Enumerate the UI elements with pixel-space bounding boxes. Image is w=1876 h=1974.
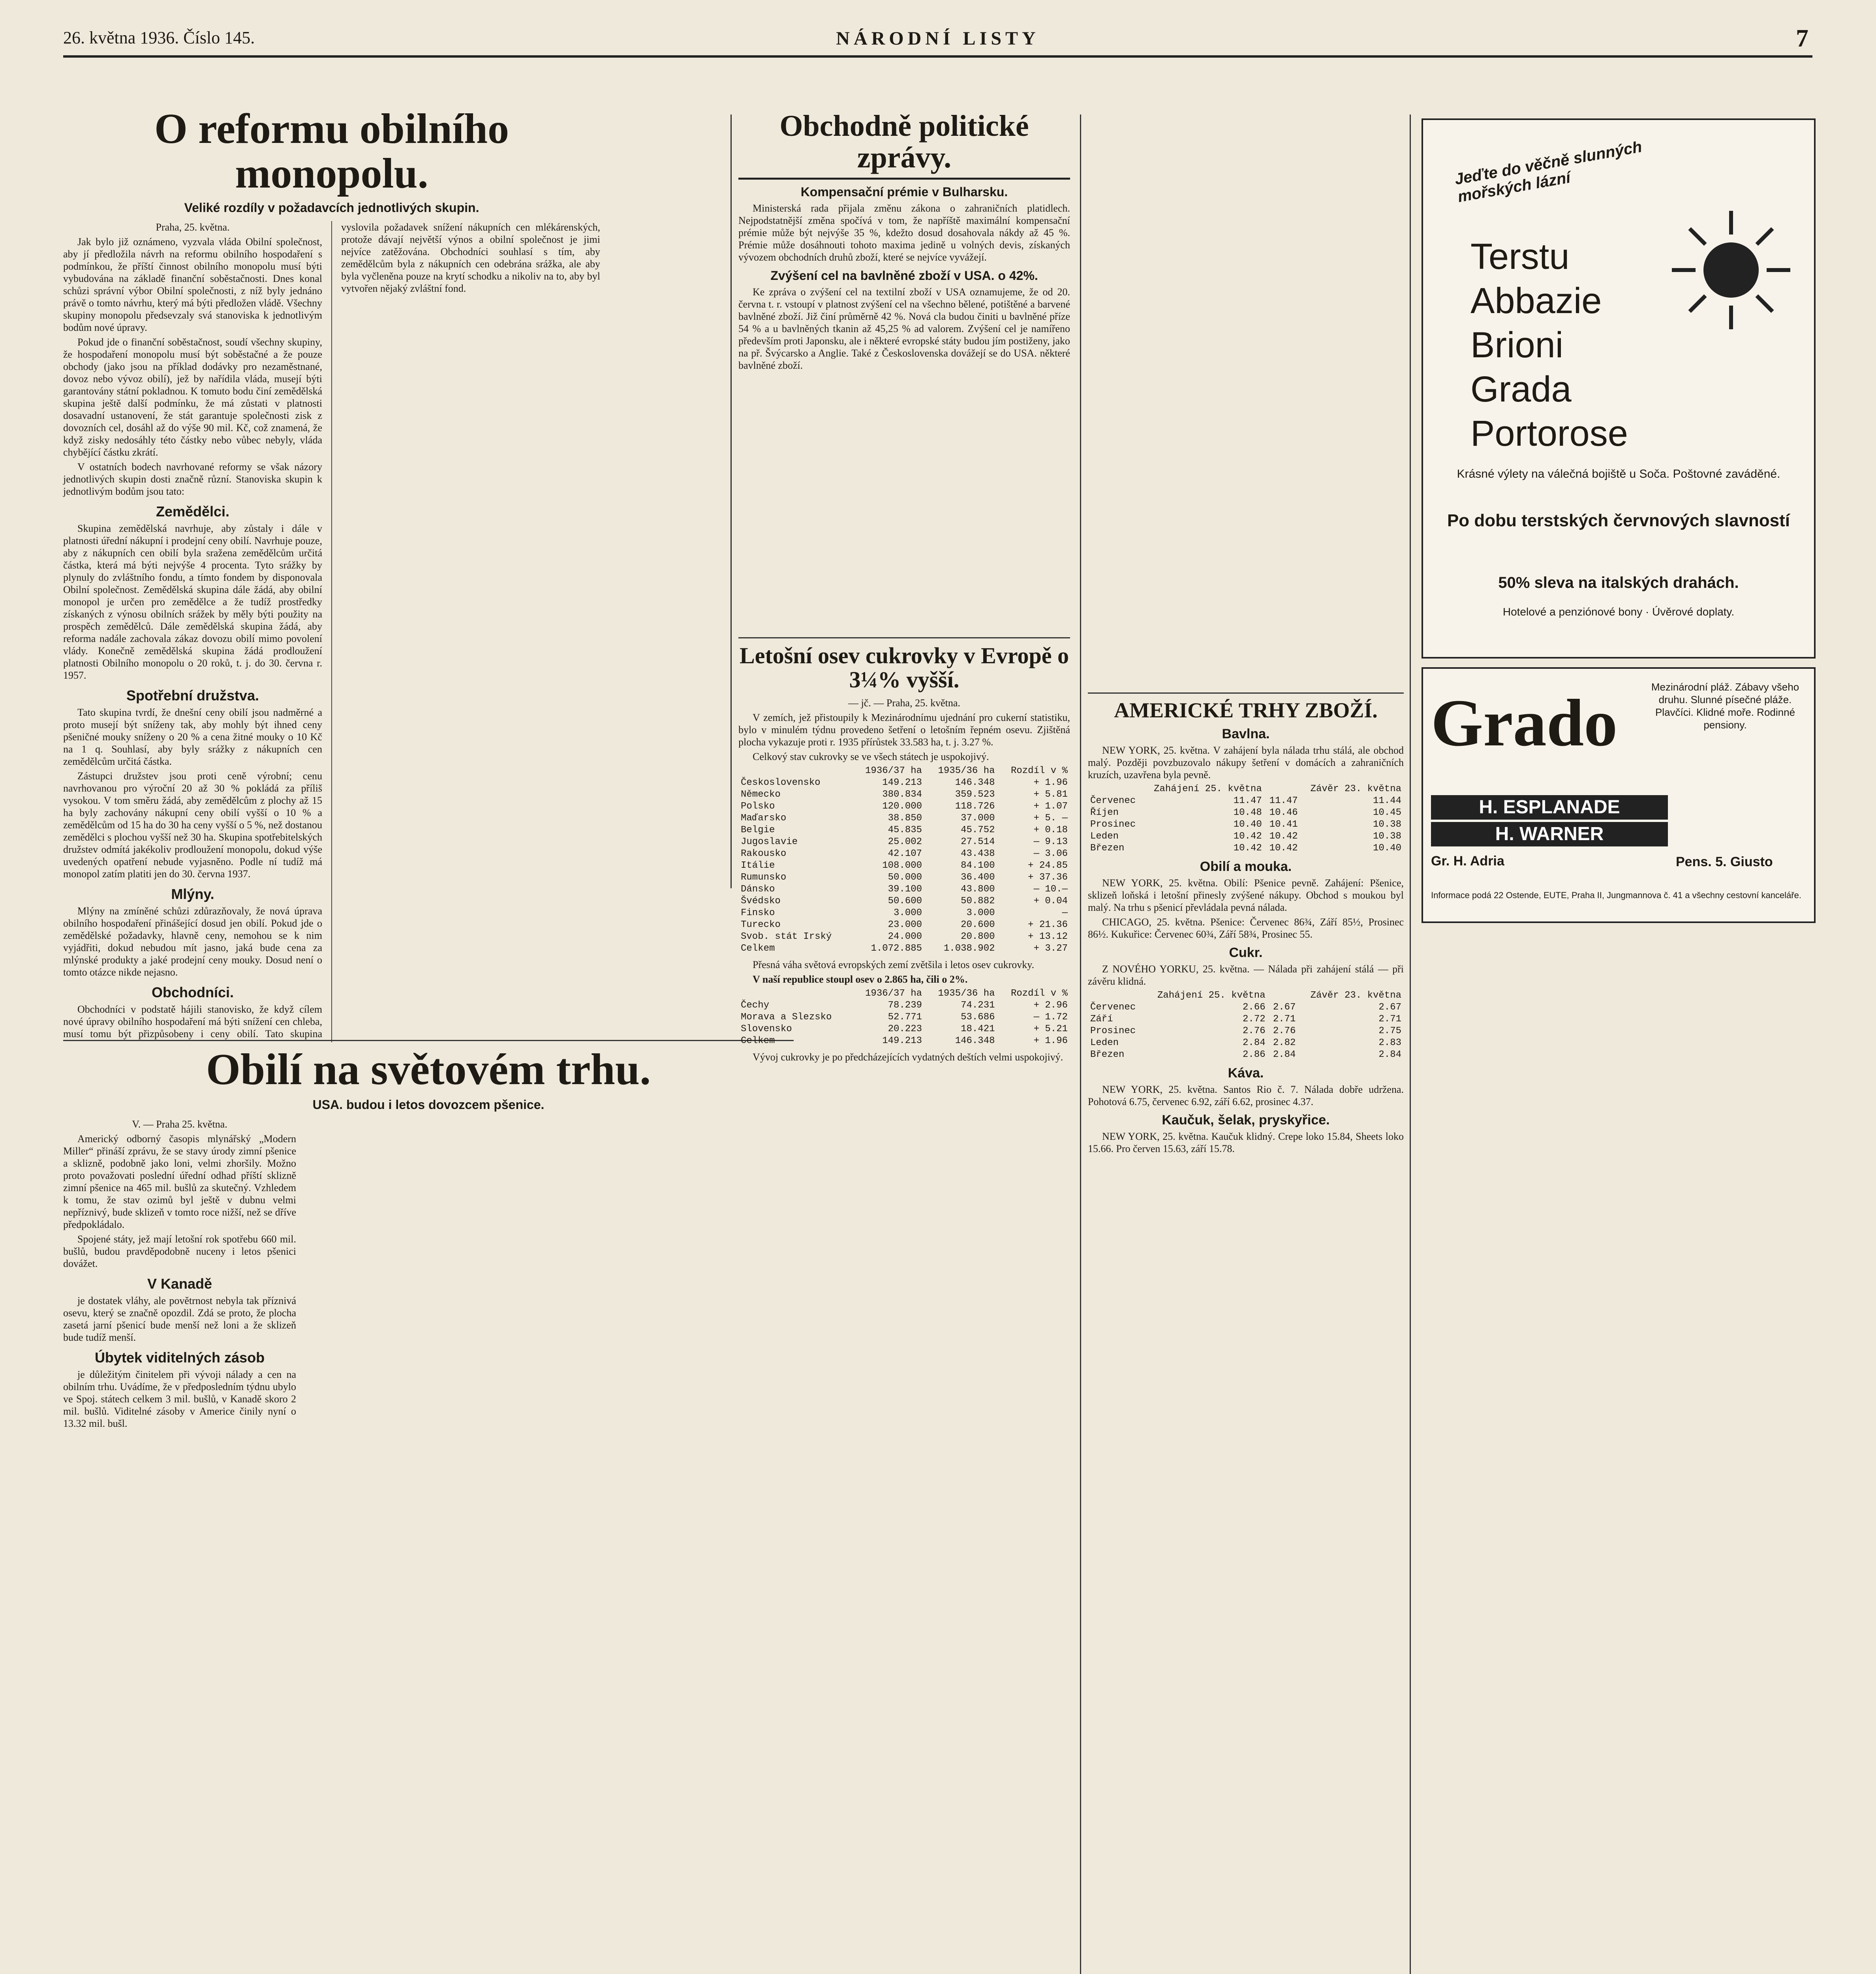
table-cell: 10.38: [1373, 831, 1401, 842]
table-header: 1936/37 ha: [865, 988, 922, 999]
table-cell: 2.86: [1243, 1049, 1266, 1060]
paragraph: V zemích, jež přistoupily k Mezinárodnímu ujednání pro cukerní statistiku, bylo v minulém týdnu provedeno šetření o letošním řepném osevu. Zjištěná plocha vykazuje proti r. 1935 přírůstek 33.583 ha, t. j. 3.27 %.: [738, 711, 1070, 748]
table-cell: 10.42: [1233, 843, 1262, 854]
section-heading: Cukr.: [1229, 945, 1263, 960]
table-cell: + 21.36: [1028, 919, 1068, 930]
section-title: AMERICKÉ TRHY ZBOŽÍ.: [1114, 698, 1378, 722]
ad-city: Terstu: [1470, 236, 1570, 277]
table-cell: Leden: [1090, 1037, 1119, 1048]
table-cell: + 37.36: [1028, 872, 1068, 883]
table-cell: Prosinec: [1090, 1025, 1136, 1036]
section-title: Letošní osev cukrovky v Evropě o 3¼% vyšší.: [739, 643, 1069, 692]
table-cell: 2.75: [1378, 1025, 1401, 1036]
table-cell: 2.84: [1378, 1049, 1401, 1060]
table-cell: 149.213: [882, 1035, 922, 1046]
table-cell: Svob. stát Irský: [741, 931, 832, 942]
section-title: Obchodně politické zprávy.: [738, 111, 1070, 180]
paragraph: Skupina zemědělská navrhuje, aby zůstaly i dále v platnosti úřední nákupní i prodejní ceny obilí. Navrhuje pouze, aby z nákupních cen obilí byla sražena zemědělcům určitá částka, která má býti nejvýše 4 procenta. Tyto srážky by plynuly do zvláštního fondu, a tímto fondem by disponovala Obilní společnost. Zemědělská skupina dále žádá, aby obilní monopol je určen pro zemědělce a že tudíž prostředky získaných z výnosu obilních srážek by měly býti použity na prospěch zemědělců. Dále zemědělská skupina žádá, aby reforma nadále zachovala zákaz dovozu obilí mimo povolení vlády. Konečně zemědělská skupina žádá prodloužení platnosti Obilního monopolu o 20 roků, t. j. do 30. června r. 1957.: [63, 522, 322, 681]
table-cell: 146.348: [955, 1035, 995, 1046]
ad-city: Brioni: [1470, 325, 1564, 365]
table-cell: 2.82: [1273, 1037, 1296, 1048]
dateline: — jč. — Praha, 25. května.: [848, 697, 960, 709]
table-row: [738, 801, 1070, 812]
table-cell: 52.771: [888, 1011, 922, 1023]
paragraph: V naší republice stoupl osev o 2.865 ha, čili o 2%.: [753, 973, 968, 985]
table-row: [1088, 1013, 1404, 1025]
paragraph: je dostatek vláhy, ale povětrnost nebyla tak příznivá osevu, který se značně opozdil. Zdá se proto, že plocha zasetá jarní pšenicí bude menší než loni a že sklizeň bude tudíž menší.: [63, 1295, 296, 1343]
ad-hotel: Pens. 5. Giusto: [1676, 854, 1773, 869]
table-cell: 10.40: [1233, 819, 1262, 830]
table-row: [1088, 807, 1404, 819]
table-row: [1088, 819, 1404, 831]
table-cell: 84.100: [961, 860, 995, 871]
paragraph: Vývoj cukrovky je po předcházejících vydatných deštích velmi uspokojivý.: [753, 1051, 1063, 1063]
table-cell: 2.76: [1273, 1025, 1296, 1036]
section-heading: V Kanadě: [147, 1275, 212, 1292]
table-cell: 10.48: [1233, 807, 1262, 818]
ad-city-list: [1470, 235, 1628, 456]
table-cell: + 0.18: [1033, 824, 1068, 835]
table-cell: 43.438: [961, 848, 995, 859]
ad-offer: Po dobu terstských červnových slavností: [1447, 511, 1790, 530]
sugar-futures-table: [1088, 990, 1404, 1061]
table-cell: 2.67: [1273, 1002, 1296, 1013]
table-cell: Československo: [741, 777, 821, 788]
ad-discount: 50% sleva na italských drahách.: [1498, 574, 1739, 591]
article-subtitle: Veliké rozdíly v požadavcích jednotlivých skupin.: [184, 200, 479, 215]
table-row: [1088, 1049, 1404, 1061]
article-grain: [63, 1034, 794, 1528]
paragraph: Tato skupina tvrdí, že dnešní ceny obilí jsou nadměrné a proto musejí být sníženy tak, aby mohly být ihned ceny pšeničné mouky sníženy o 20 % a cena žitné mouky o 10 Kč na 1 q. Souhlasí, aby byly srážky z nákupních cen zemědělcům určitá částka.: [63, 706, 322, 767]
table-header: 1935/36 ha: [938, 988, 995, 999]
table-cell: 2.71: [1378, 1013, 1401, 1025]
table-cell: 2.71: [1273, 1013, 1296, 1025]
table-cell: Jugoslavie: [741, 836, 798, 847]
table-header: Zahájení 25. května: [1154, 783, 1262, 794]
article-subtitle: USA. budou i letos dovozcem pšenice.: [312, 1097, 545, 1112]
section-rule: [738, 637, 1070, 638]
table-header: Závěr 23. května: [1310, 783, 1401, 794]
table-cell: + 5. —: [1033, 812, 1068, 824]
table-cell: — 9.13: [1033, 836, 1068, 847]
table-cell: Červenec: [1090, 1002, 1136, 1013]
table-row: [738, 919, 1070, 931]
article-title: O reformu obilního monopolu.: [154, 105, 509, 197]
table-cell: 146.348: [955, 777, 995, 788]
table-cell: + 2.96: [1033, 1000, 1068, 1011]
table-cell: 20.223: [888, 1023, 922, 1034]
ad-hotel: H. ESPLANADE: [1431, 795, 1668, 820]
table-cell: + 24.85: [1028, 860, 1068, 871]
table-header: [1268, 990, 1298, 1002]
table-cell: 11.47: [1269, 795, 1298, 806]
table-cell: Celkem: [741, 1035, 775, 1046]
table-cell: 50.882: [961, 895, 995, 906]
table-cell: 10.42: [1233, 831, 1262, 842]
table-cell: Itálie: [741, 860, 775, 871]
paragraph: Celkový stav cukrovky se ve všech státech je uspokojivý.: [753, 751, 989, 762]
section-heading: Bavlna.: [1222, 726, 1270, 741]
table-cell: 50.000: [888, 872, 922, 883]
article-monopoly: [63, 105, 600, 1040]
paragraph: Mlýny na zmíněné schůzi zdůrazňovaly, že nová úprava obilního hospodaření přinášející dosud jen obilí. Pokud jde o zemědělské požadavky, hlavně ceny, nemohou se k nim vyjádřiti, dokud nebudou mít jasno, jaká bude cena za mlýnské produkty a jaké prodejní ceny mouky. Dosud není o tomto otázce nikde nejasno.: [63, 905, 322, 978]
table-row: [738, 1023, 1070, 1035]
politics-column: [738, 111, 1070, 565]
table-header: Zahájení 25. května: [1157, 990, 1266, 1001]
table-header: 1935/36 ha: [938, 765, 995, 776]
table-row: [738, 1000, 1070, 1011]
ad-city: Portorose: [1470, 413, 1628, 454]
ad-hotel: H. WARNER: [1431, 822, 1668, 846]
table-cell: 10.41: [1269, 819, 1298, 830]
ad-hotel: Gr. H. Adria: [1431, 854, 1504, 869]
table-cell: Říjen: [1090, 807, 1119, 818]
paragraph: Pokud jde o finanční soběstačnost, soudí všechny skupiny, že hospodaření monopolu musí být soběstačné a že pouze obchody (jako jsou na příklad dodávky pro nezaměstnané, dovoz nebo vývoz obilí), jež by nařídila vláda, musejí býti garantovány státní pokladnou. K tomuto bodu činí zemědělská skupina ještě další podmínku, že má zůstati v platnosti dosavadní ustanovení, že stát garantuje společnosti zisk z dovozních cel, dosáhl až do výše 90 mil. Kč, což znamená, že když zisky nedosáhly této částky nebo vůbec nebyly, vláda chybějící částku zkrátí.: [63, 336, 322, 458]
paragraph: Ministerská rada přijala změnu zákona o zahraničních platidlech. Nejpodstatnější změna spočívá v tom, že napříště maximální kompensační prémie může být nejvýše 35 %, kdežto dosud dosahovala nákdy až 45 %. Prémie může dosáhnouti tohoto maxima jedině u volných devis, získaných vývozem obchodních druhů zboží, které se nejvíce vyvážejí.: [738, 202, 1070, 263]
section-rule: [63, 1040, 794, 1041]
table-cell: 50.600: [888, 895, 922, 906]
section-rule: [1088, 692, 1404, 694]
table-row: [738, 848, 1070, 860]
section-heading: Spotřební družstva.: [126, 687, 259, 704]
table-cell: Dánsko: [741, 884, 775, 895]
table-cell: + 5.21: [1033, 1023, 1068, 1034]
table-cell: Červenec: [1090, 795, 1136, 806]
table-cell: 2.83: [1378, 1037, 1401, 1048]
paragraph: Ke zpráva o zvýšení cel na textilní zboží v USA oznamujeme, že od 20. června t. r. vstoupí v platnost zvýšení cel na všechno bělené, potištěné a barvené bavlněné zboží. Již činí průměrně 42 %. Nová cla budou činiti u bavlněné příze 54 % a u bavlněných tkanin až 45,25 % ad valorem. Zvýšení cel je namířeno především proti Japonsku, ale i některé evropské státy budou jím postiženy, jako na př. Švýcarsko a Anglie. Také z Československa dovážejí se do USA. některé bavlněné zboží.: [738, 286, 1070, 371]
table-cell: 108.000: [882, 860, 922, 871]
sugar-table: [738, 765, 1070, 955]
section-heading: Zvýšení cel na bavlněné zboží v USA. o 42%.: [770, 268, 1038, 283]
table-cell: 10.46: [1269, 807, 1298, 818]
paragraph: Spojené státy, jež mají letošní rok spotřebu 660 mil. bušlů, budou pravděpodobně nuceny i letos pšenici dovážet.: [63, 1233, 296, 1269]
table-row: [1088, 1037, 1404, 1049]
table-header: 1936/37 ha: [865, 765, 922, 776]
table-cell: Švédsko: [741, 895, 781, 906]
table-cell: 78.239: [888, 1000, 922, 1011]
table-cell: 11.47: [1233, 795, 1262, 806]
paragraph: NEW YORK, 25. května. Kaučuk klidný. Crepe loko 15.84, Sheets loko 15.66. Pro červen 15.63, září 15.78.: [1088, 1130, 1404, 1154]
table-row: [738, 860, 1070, 872]
table-row: [1088, 843, 1404, 854]
table-row: [738, 884, 1070, 895]
table-row: [738, 943, 1070, 955]
table-row: [1088, 795, 1404, 807]
table-row: [1088, 831, 1404, 843]
table-cell: Polsko: [741, 801, 775, 812]
table-row: [738, 789, 1070, 801]
issue-date: 26. května 1936. Číslo 145.: [63, 28, 255, 47]
table-header: Rozdíl v %: [1010, 765, 1068, 776]
table-cell: Září: [1090, 1013, 1113, 1025]
table-cell: Leden: [1090, 831, 1119, 842]
ad-tagline: Jeďte do věčně slunných mořských lázní: [1453, 138, 1643, 206]
table-header: [1088, 990, 1143, 1002]
table-cell: 359.523: [955, 789, 995, 800]
page-number: 7: [1796, 24, 1808, 52]
column-rule: [1410, 114, 1411, 1974]
table-header: Rozdíl v %: [1010, 988, 1068, 999]
table-cell: Celkem: [741, 943, 775, 954]
page-header: [63, 24, 1812, 58]
table-row: [738, 931, 1070, 943]
travel-ad-abbazia: [1422, 118, 1816, 659]
table-cell: 74.231: [961, 1000, 995, 1011]
table-cell: Březen: [1090, 1049, 1125, 1060]
ad-discount-note: Hotelové a penziónové bony · Úvěrové doplaty.: [1502, 606, 1735, 618]
table-cell: Prosinec: [1090, 819, 1136, 830]
table-row: [738, 907, 1070, 919]
table-cell: + 13.12: [1028, 931, 1068, 942]
table-cell: 1.038.902: [943, 943, 995, 954]
table-row: [738, 872, 1070, 884]
ad-hotel-list: [1431, 795, 1668, 873]
section-heading: Mlýny.: [171, 886, 214, 902]
table-cell: 37.000: [961, 812, 995, 824]
table-cell: + 1.07: [1033, 801, 1068, 812]
ad-info: Informace podá 22 Ostende, EUTE, Praha II, Jungmannova č. 41 a všechny cestovní kanceláře.: [1431, 890, 1801, 900]
table-cell: 43.800: [961, 884, 995, 895]
table-cell: Finsko: [741, 907, 775, 918]
table-row: [738, 812, 1070, 824]
paragraph: je důležitým činitelem při vývoji nálady a cen na obilním trhu. Uvádíme, že v předposledním týdnu ubylo ve Spoj. státech celkem 3 mil. bušlů, v Kanadě skoro 2 mil. bušlů. Viditelné zásoby v Americe činily nyní o 13.32 mil. bušl.: [63, 1368, 296, 1429]
table-cell: 149.213: [882, 777, 922, 788]
table-cell: 3.000: [894, 907, 922, 918]
markets-column: [1088, 687, 1404, 1974]
table-cell: 20.800: [961, 931, 995, 942]
table-cell: Rumunsko: [741, 872, 787, 883]
table-cell: 23.000: [888, 919, 922, 930]
table-cell: Maďarsko: [741, 812, 787, 824]
table-row: [738, 895, 1070, 907]
dateline: Praha, 25. května.: [156, 221, 230, 233]
section-heading: Obchodníci.: [151, 984, 234, 1000]
paragraph: Jak bylo již oznámeno, vyzvala vláda Obilní společnost, aby jí předložila návrh na reformu obilního hospodaření s podmínkou, že příští činnost obilního monopolu musí býti vybudována na základě finanční soběstačnosti. Dnes konal schůzi správní výbor Obilní společnosti, z níž byly jednáno právě o tomto návrhu, který má býti předložen vládě. Všechny skupiny monopolu předsevzaly svá stanoviska k jednotlivým bodům nové úpravy.: [63, 236, 322, 333]
table-header: [738, 765, 852, 777]
table-cell: + 0.04: [1033, 895, 1068, 906]
table-cell: 18.421: [961, 1023, 995, 1034]
table-cell: 2.84: [1273, 1049, 1296, 1060]
section-heading: Káva.: [1228, 1065, 1264, 1081]
table-cell: 120.000: [882, 801, 922, 812]
table-cell: 39.100: [888, 884, 922, 895]
table-cell: 45.752: [961, 824, 995, 835]
table-cell: 2.84: [1243, 1037, 1266, 1048]
table-cell: Belgie: [741, 824, 775, 835]
table-cell: —: [1062, 907, 1068, 918]
table-cell: 53.686: [961, 1011, 995, 1023]
table-cell: 11.44: [1373, 795, 1401, 806]
table-cell: Turecko: [741, 919, 781, 930]
table-cell: 36.400: [961, 872, 995, 883]
table-cell: + 1.96: [1033, 1035, 1068, 1046]
ad-subtext: Krásné výlety na válečná bojiště u Soča. Poštovné zaváděné.: [1457, 467, 1780, 480]
paragraph: NEW YORK, 25. května. Santos Rio č. 7. Nálada dobře udržena. Pohotová 6.75, červenec 6.92, září 6.62, prosinec 4.37.: [1088, 1083, 1404, 1107]
article-title: Obilí na světovém trhu.: [206, 1045, 651, 1094]
table-cell: 10.40: [1373, 843, 1401, 854]
table-cell: 1.072.885: [871, 943, 922, 954]
table-cell: + 3.27: [1033, 943, 1068, 954]
paragraph: V ostatních bodech navrhované reformy se však názory jednotlivých skupin dosti značně různí. Stanoviska skupin k jednotlivým bodům jsou tato:: [63, 461, 322, 497]
paragraph: Americký odborný časopis mlynářský „Modern Miller“ přináší zprávu, že se stavy úrody zimní pšenice a sklizně, podobně jako loni, velmi zhoršily. Možno proto považovati poslední úřední odhad příští sklizně zimní pšenice na 465 mil. bušlů za skutečný. Vzhledem k tomu, že stav ozimů byl ještě v dubnu velmi nepříznivý, bude sklizeň v tomto roce nižší, než se dříve předpokládalo.: [63, 1133, 296, 1230]
table-cell: + 1.96: [1033, 777, 1068, 788]
table-header: [1264, 783, 1300, 795]
paper-name: NÁRODNÍ LISTY: [836, 28, 1040, 49]
section-heading: Obilí a mouka.: [1200, 859, 1292, 874]
dateline: V. — Praha 25. května.: [132, 1118, 227, 1130]
table-cell: 27.514: [961, 836, 995, 847]
paragraph: Přesná váha světová evropských zemí zvětšila i letos osev cukrovky.: [753, 959, 1035, 970]
table-cell: Čechy: [741, 1000, 770, 1011]
sun-icon: [1668, 207, 1794, 333]
paragraph: NEW YORK, 25. května. V zahájení byla nálada trhu stálá, ale obchod malý. Později povzbuzovalo nákupy šetření v domácích a zahraničních kruzích, uzavřena byla pevně.: [1088, 744, 1404, 781]
table-row: [738, 1011, 1070, 1023]
table-row: [738, 824, 1070, 836]
table-cell: 2.76: [1243, 1025, 1266, 1036]
section-heading: Kaučuk, šelak, pryskyřice.: [1162, 1112, 1330, 1128]
table-row: [738, 836, 1070, 848]
ad-description: Mezinárodní pláž. Zábavy všeho druhu. Slunné písečné pláže. Plavčíci. Klidné moře. Rodinné pensiony.: [1651, 681, 1799, 731]
table-header: Závěr 23. května: [1310, 990, 1401, 1001]
column-rule: [1080, 114, 1081, 1974]
table-cell: 42.107: [888, 848, 922, 859]
table-cell: 2.66: [1243, 1002, 1266, 1013]
table-cell: 380.834: [882, 789, 922, 800]
paragraph: Z NOVÉHO YORKU, 25. května. — Nálada při zahájení stálá — při závěru klidná.: [1088, 963, 1404, 987]
table-cell: 38.850: [888, 812, 922, 824]
table-cell: 45.835: [888, 824, 922, 835]
cotton-table: [1088, 783, 1404, 854]
table-cell: — 1.72: [1033, 1011, 1068, 1023]
paragraph: Obchodníci v podstatě hájili stanovisko, že když cílem nové úpravy obilního hospodaření má býti snížení cen chleba, musí tomu být přizpůsobeny i ceny obilí. Tato skupina vyslovila požadavek snížení nákupních cen mlékárenských, protože dávají největší výnos a obilní společnost je jimi nejvíce zatěžována. Obchodníci souhlasí s tím, aby zemědělcům byla z nákupních cen odebrána srážka, ale aby byla vyčleněna pouze na krytí schodku a nikoliv na to, aby byl vytvořen nějaký zvláštní fond.: [63, 221, 600, 1040]
table-cell: Březen: [1090, 843, 1125, 854]
ad-brand: Grado: [1431, 686, 1618, 760]
table-row: [738, 1035, 1070, 1047]
section-heading: Úbytek viditelných zásob: [94, 1349, 265, 1366]
table-cell: — 3.06: [1033, 848, 1068, 859]
table-cell: 20.600: [961, 919, 995, 930]
sugar-beet-column: [738, 632, 1070, 1248]
table-cell: 3.000: [966, 907, 995, 918]
table-row: [1088, 1025, 1404, 1037]
sugar-table-cz: [738, 988, 1070, 1047]
table-header: [1088, 783, 1142, 795]
table-cell: 10.42: [1269, 831, 1298, 842]
table-cell: — 10.—: [1033, 884, 1068, 895]
travel-ad-grado: [1422, 667, 1816, 923]
ad-city: Abbazie: [1470, 281, 1602, 321]
table-cell: 2.72: [1243, 1013, 1266, 1025]
table-row: [1088, 1002, 1404, 1013]
table-cell: 10.45: [1373, 807, 1401, 818]
section-heading: Zemědělci.: [156, 503, 230, 520]
table-cell: 10.38: [1373, 819, 1401, 830]
table-header: [738, 988, 852, 1000]
ad-city: Grada: [1470, 369, 1572, 409]
table-cell: 2.67: [1378, 1002, 1401, 1013]
table-cell: 10.42: [1269, 843, 1298, 854]
paragraph: CHICAGO, 25. května. Pšenice: Červenec 86¾, Září 85½, Prosinec 86½. Kukuřice: Červenec 60¾, Září 58¾, Prosinec 55.: [1088, 916, 1404, 940]
table-cell: Morava a Slezsko: [741, 1011, 832, 1023]
table-cell: Německo: [741, 789, 781, 800]
table-cell: + 5.81: [1033, 789, 1068, 800]
table-cell: 25.002: [888, 836, 922, 847]
table-cell: Slovensko: [741, 1023, 792, 1034]
table-cell: 118.726: [955, 801, 995, 812]
table-row: [738, 777, 1070, 789]
table-cell: Rakousko: [741, 848, 787, 859]
section-heading: Kompensační prémie v Bulharsku.: [800, 184, 1008, 199]
table-cell: 24.000: [888, 931, 922, 942]
paragraph: Zástupci družstev jsou proti ceně výrobní; cenu navrhovanou pro výroční 20 až 30 % pokládá za příliš vysokou. V tom směru žádá, aby zemědělcům z plochy až 15 ha byly zachovány nákupní ceny obilí vyšší o 10 % a zemědělcům od 15 ha do 30 ha ceny vyšší o 5 %, než dostanou zemědělci s plochou vyšší než 30 ha. Skupina spotřebitelských družstev odmítá jakékoliv prodloužení monopolu, dokud výše uvedených opatření nebude vyjasněno. Podle ní tudíž má monopol zatím platiti jen do 30. června 1937.: [63, 770, 322, 880]
column-rule: [730, 114, 732, 888]
paragraph: NEW YORK, 25. května. Obilí: Pšenice pevně. Zahájení: Pšenice, sklizeň loňská i letošní přinesly zvýšené nákupy. Obchod s moukou byl malý. Na trhu s pšenicí převládala pevná nálada.: [1088, 877, 1404, 913]
